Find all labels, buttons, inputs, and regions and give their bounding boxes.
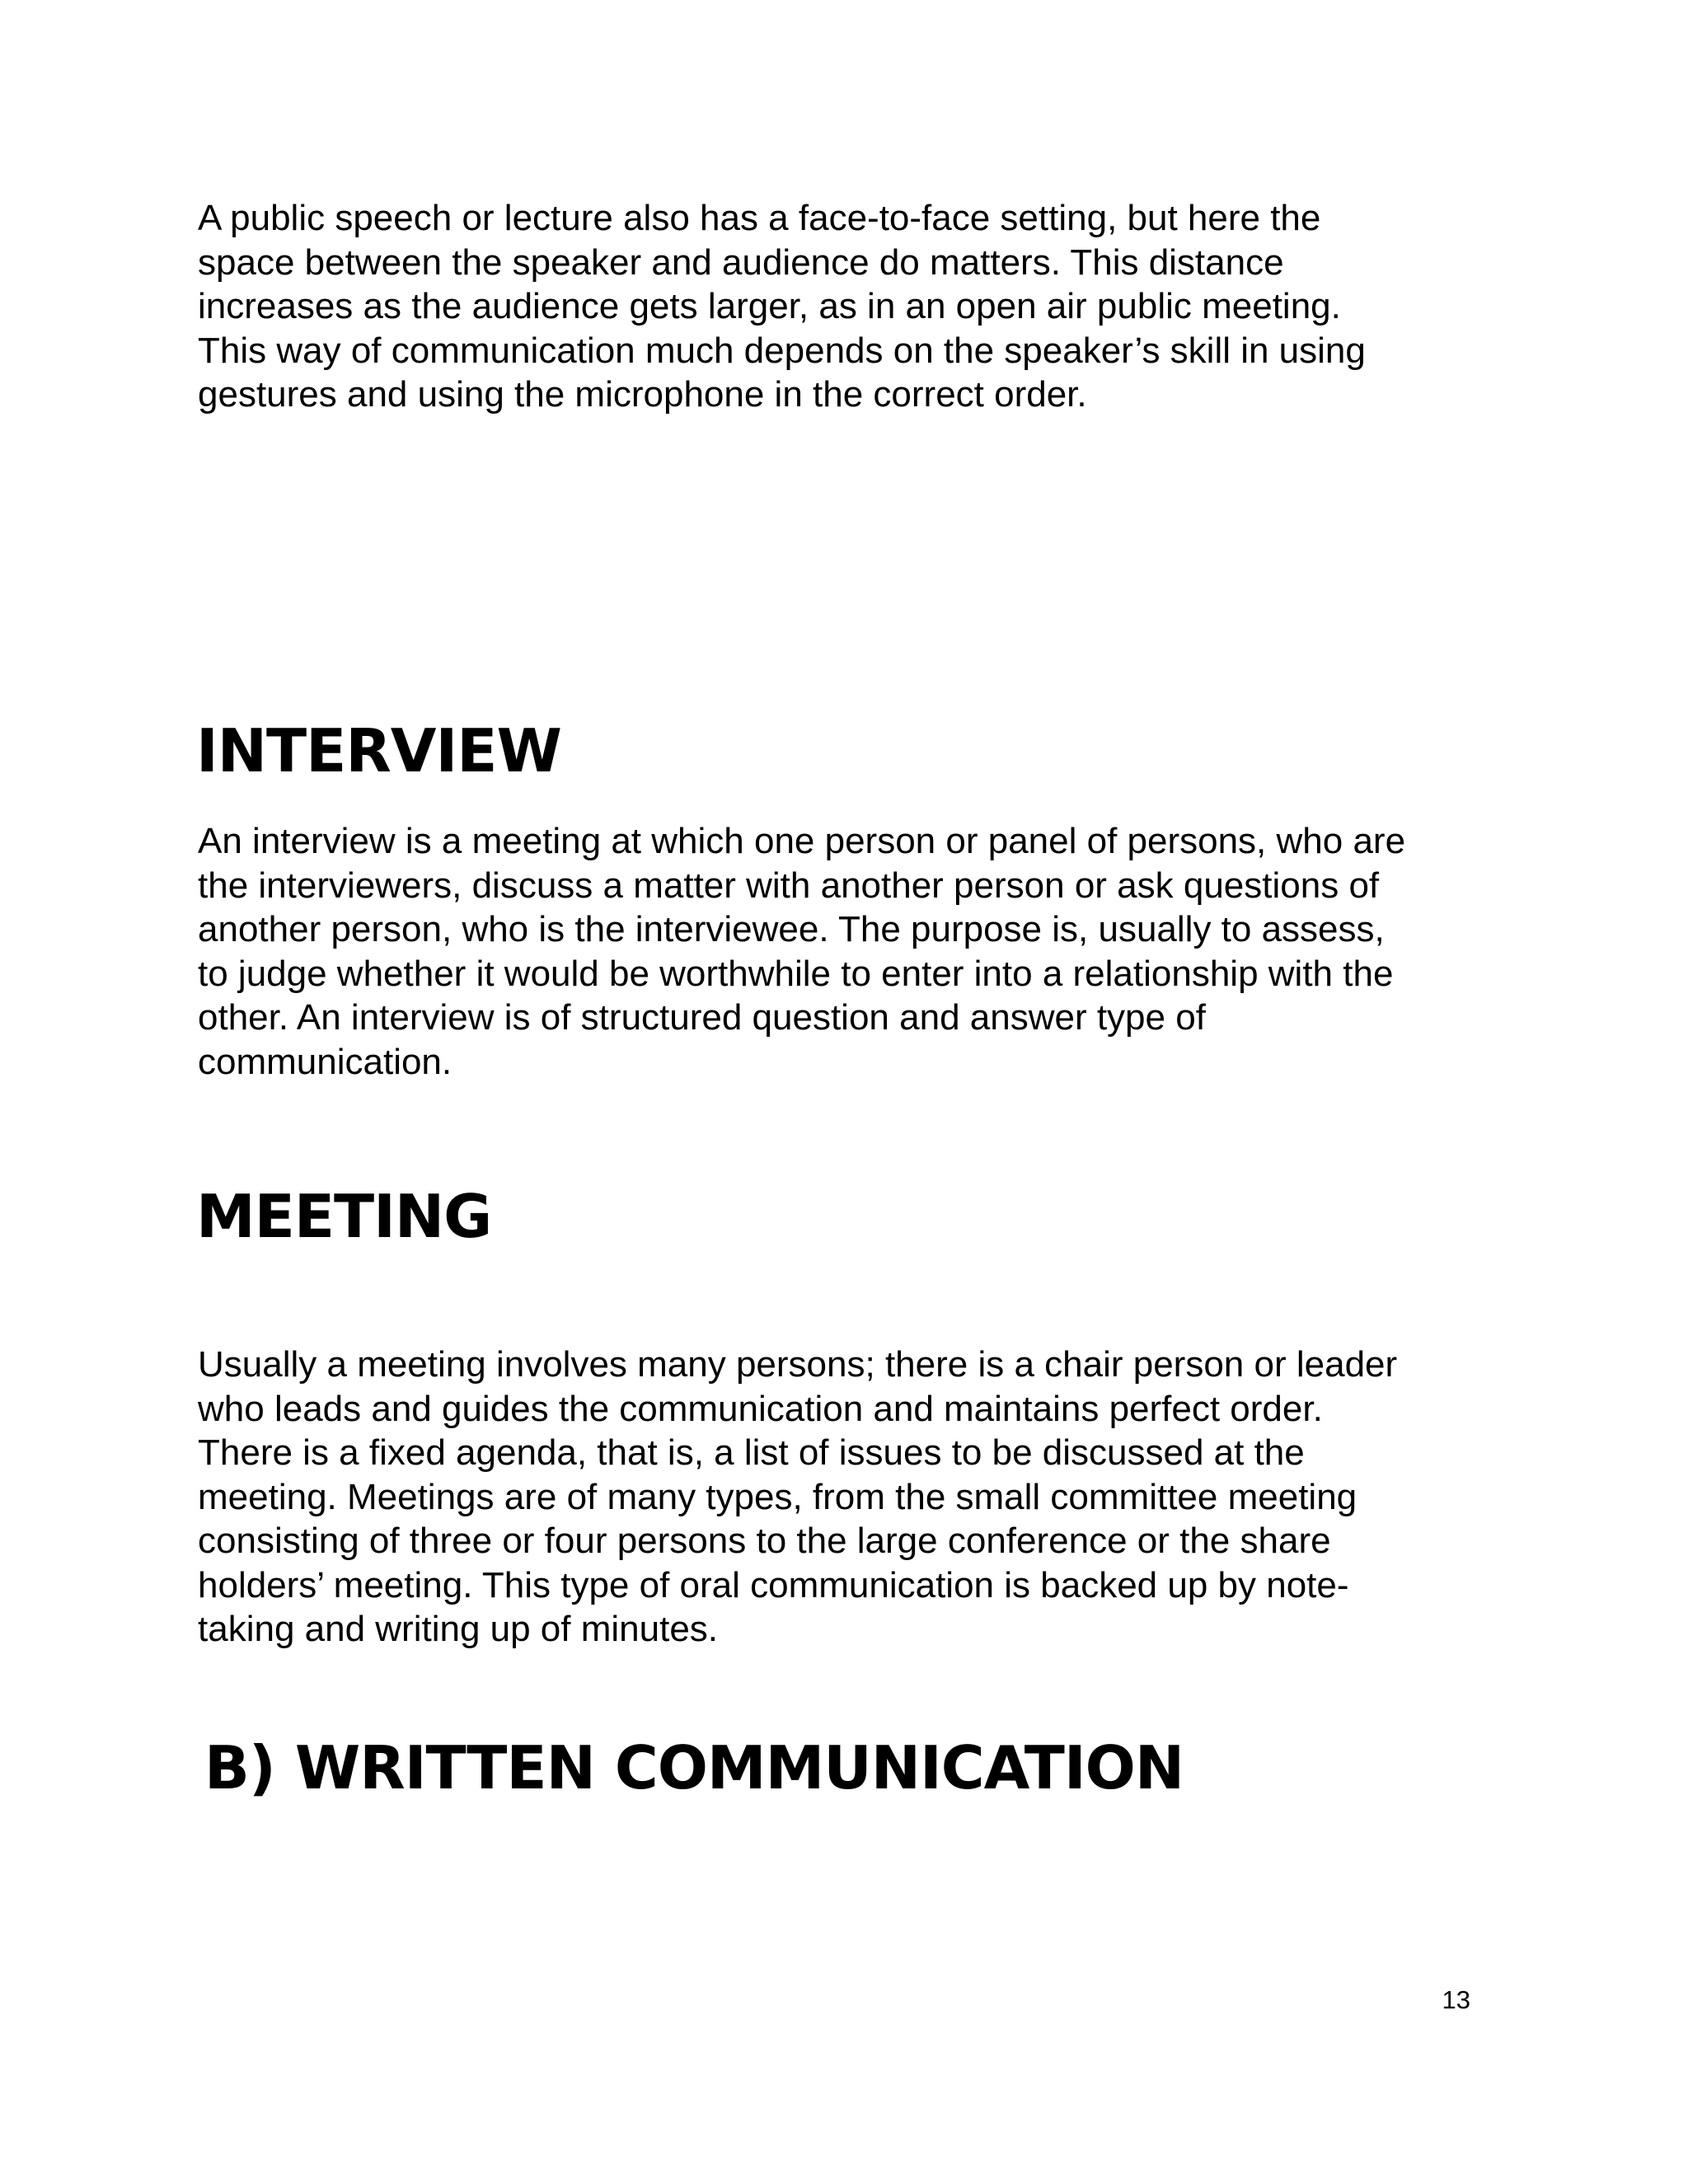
paragraph-line: This way of communication much depends on the speaker’s skill in using bbox=[198, 330, 1366, 371]
paragraph-line: who leads and guides the communication and maintains perfect order. bbox=[198, 1388, 1323, 1429]
interview-heading: INTERVIEW bbox=[196, 716, 561, 785]
paragraph-line: holders’ meeting. This type of oral communication is backed up by note- bbox=[198, 1564, 1349, 1605]
paragraph-line: to judge whether it would be worthwhile to enter into a relationship with the bbox=[198, 953, 1394, 994]
paragraph-line: the interviewers, discuss a matter with another person or ask questions of bbox=[198, 865, 1380, 906]
interview-paragraph bbox=[198, 819, 1533, 1084]
paragraph-line: taking and writing up of minutes. bbox=[198, 1609, 719, 1649]
meeting-heading: MEETING bbox=[196, 1182, 492, 1251]
meeting-paragraph bbox=[198, 1343, 1533, 1652]
paragraph-line: There is a fixed agenda, that is, a list of issues to be discussed at the bbox=[198, 1432, 1305, 1473]
paragraph-line: space between the speaker and audience do matters. This distance bbox=[198, 241, 1284, 283]
paragraph-line: consisting of three or four persons to the large conference or the share bbox=[198, 1521, 1331, 1561]
paragraph-line: Usually a meeting involves many persons; there is a chair person or leader bbox=[198, 1344, 1398, 1385]
paragraph-line: other. An interview is of structured question and answer type of bbox=[198, 997, 1206, 1038]
paragraph-line: meeting. Meetings are of many types, from the small committee meeting bbox=[198, 1476, 1357, 1517]
paragraph-line: communication. bbox=[198, 1041, 452, 1082]
paragraph-line: A public speech or lecture also has a face-to-face setting, but here the bbox=[198, 198, 1321, 238]
paragraph-line: gestures and using the microphone in the correct order. bbox=[198, 374, 1087, 415]
page-number: 13 bbox=[1442, 1985, 1470, 2014]
paragraph-line: An interview is a meeting at which one person or panel of persons, who are bbox=[198, 821, 1406, 861]
paragraph-line: another person, who is the interviewee. The purpose is, usually to assess, bbox=[198, 909, 1385, 949]
written-communication-heading: B) WRITTEN COMMUNICATION bbox=[204, 1733, 1184, 1802]
paragraph-line: increases as the audience gets larger, as in an open air public meeting. bbox=[198, 286, 1341, 326]
public-speech-paragraph bbox=[198, 196, 1533, 417]
